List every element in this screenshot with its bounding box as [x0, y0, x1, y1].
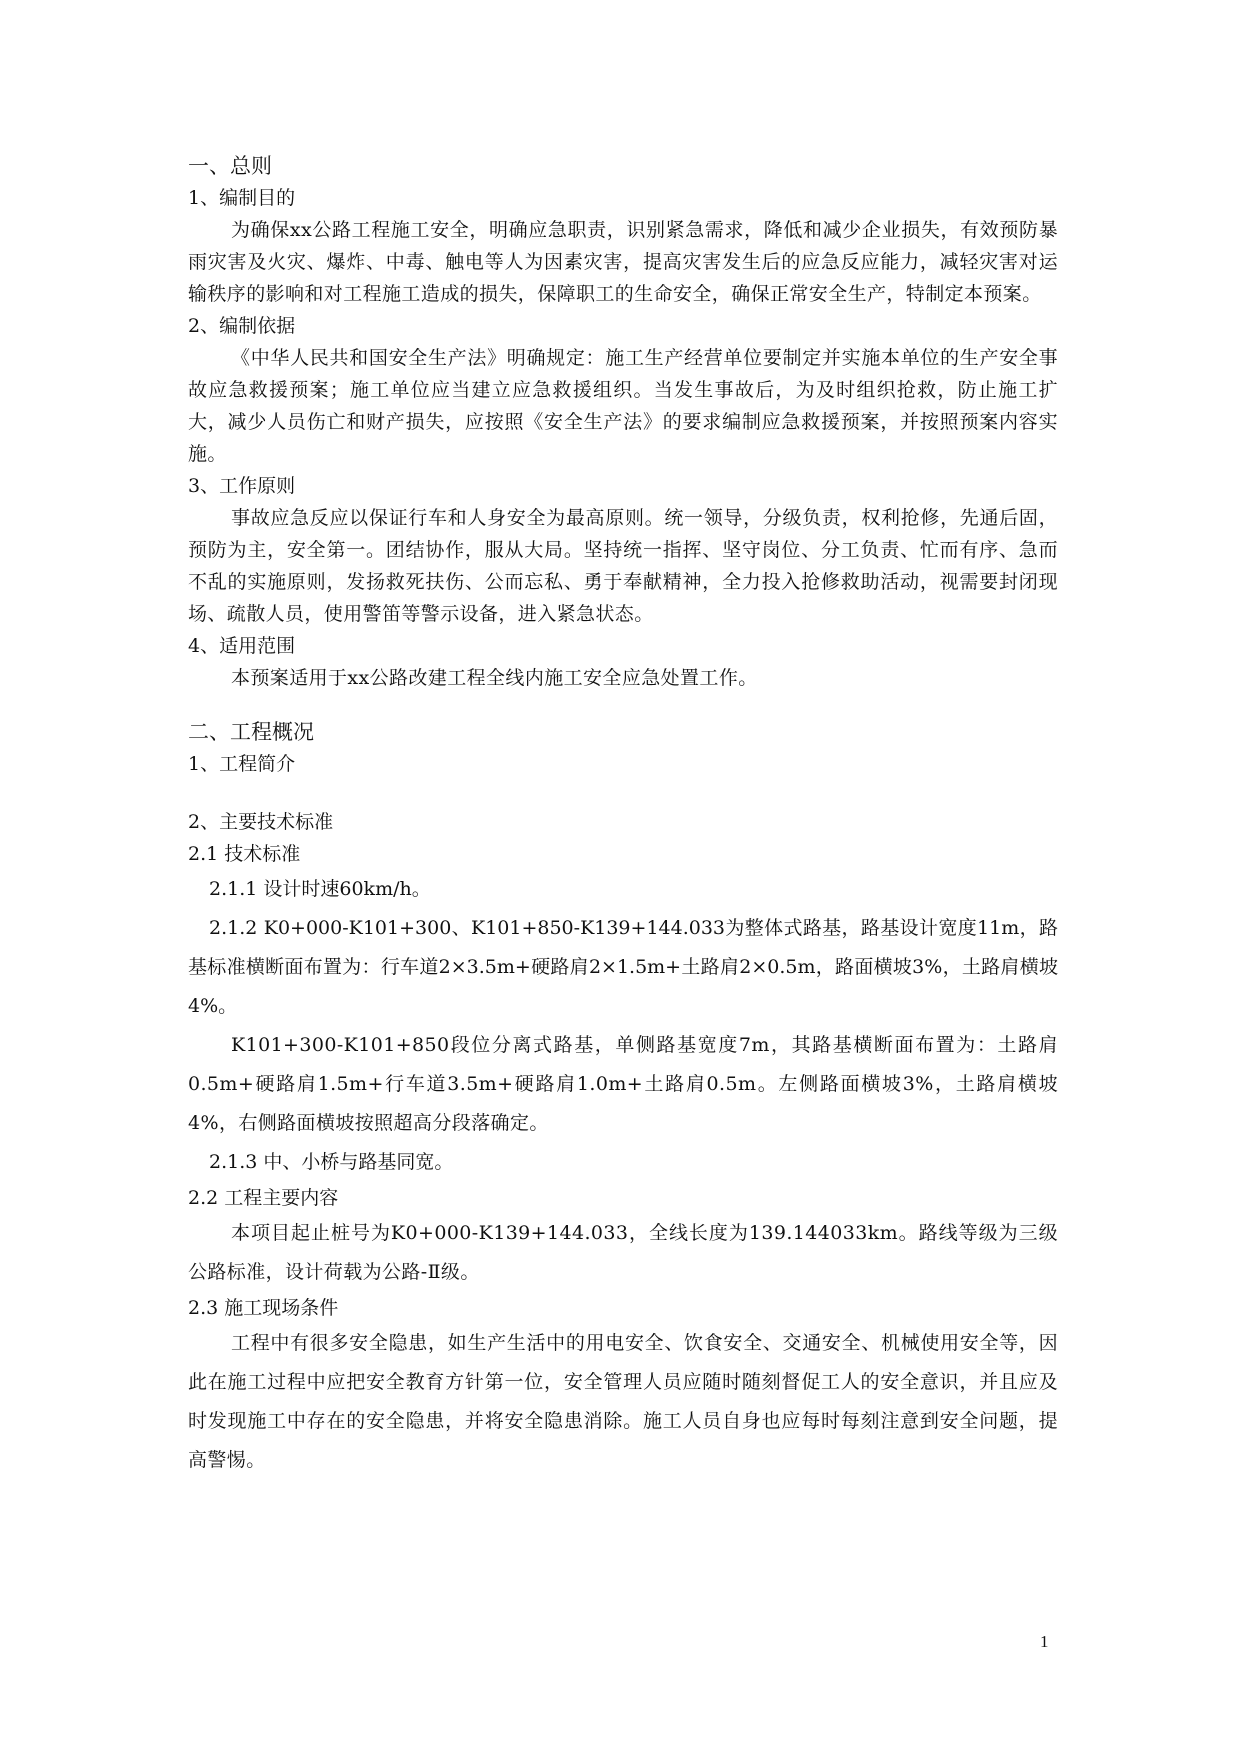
- section-title-overview: 二、工程概况: [188, 720, 314, 744]
- blank-line: [188, 780, 1058, 806]
- paragraph-scope: 本预案适用于xx公路改建工程全线内施工安全应急处置工作。: [231, 667, 758, 689]
- paragraph-basis: 《中华人民共和国安全生产法》明确规定：施工生产经营单位要制定并实施本单位的生产安全事故应急救援预案；施工单位应当建立应急救援组织。当发生事故后，为及时组织抢救，防止施工扩大，减少人员伤亡和财产损失，应按照《安全生产法》的要求编制应急救援预案，并按照预案内容实施。: [188, 347, 1058, 465]
- item-design-speed: 2.1.1 设计时速60km/h。: [209, 878, 431, 900]
- heading-introduction: 1、工程简介: [188, 753, 296, 775]
- paragraph-main-content: 本项目起止桩号为K0+000-K139+144.033，全线长度为139.144033km。路线等级为三级公路标准，设计荷载为公路-Ⅱ级。: [188, 1222, 1058, 1283]
- heading-principles: 3、工作原则: [188, 475, 296, 497]
- heading-site-conditions: 2.3 施工现场条件: [188, 1297, 339, 1319]
- heading-scope: 4、适用范围: [188, 635, 296, 657]
- section-title-general: 一、总则: [188, 154, 272, 178]
- heading-main-content: 2.2 工程主要内容: [188, 1187, 339, 1209]
- heading-technical-standards: 2.1 技术标准: [188, 843, 301, 865]
- item-bridges: 2.1.3 中、小桥与路基同宽。: [209, 1151, 454, 1173]
- paragraph-purpose: 为确保xx公路工程施工安全，明确应急职责，识别紧急需求，降低和减少企业损失，有效预防暴雨灾害及火灾、爆炸、中毒、触电等人为因素灾害，提高灾害发生后的应急反应能力，减轻灾害对运输秩序的影响和对工程施工造成的损失，保障职工的生命安全，确保正常安全生产，特制定本预案。: [188, 219, 1058, 305]
- page-number: 1: [1040, 1632, 1049, 1651]
- section-spacer: [188, 694, 1058, 716]
- heading-standards: 2、主要技术标准: [188, 811, 334, 833]
- heading-purpose: 1、编制目的: [188, 187, 296, 209]
- item-integral-subgrade: 2.1.2 K0+000-K101+300、K101+850-K139+144.033为整体式路基，路基设计宽度11m，路基标准横断面布置为：行车道2×3.5m+硬路肩2×1.5m+土路肩2×0.5m，路面横坡3%，土路肩横坡4%。: [188, 917, 1058, 1017]
- document-body: [188, 150, 1058, 1480]
- paragraph-separated-subgrade: K101+300-K101+850段位分离式路基，单侧路基宽度7m，其路基横断面布置为：土路肩0.5m+硬路肩1.5m+行车道3.5m+硬路肩1.0m+土路肩0.5m。左侧路面横坡3%，土路肩横坡4%，右侧路面横坡按照超高分段落确定。: [188, 1034, 1058, 1134]
- paragraph-principles: 事故应急反应以保证行车和人身安全为最高原则。统一领导，分级负责，权利抢修，先通后固，预防为主，安全第一。团结协作，服从大局。坚持统一指挥、坚守岗位、分工负责、忙而有序、急而不乱的实施原则，发扬救死扶伤、公而忘私、勇于奉献精神，全力投入抢修救助活动，视需要封闭现场、疏散人员，使用警笛等警示设备，进入紧急状态。: [188, 507, 1058, 625]
- heading-basis: 2、编制依据: [188, 315, 296, 337]
- paragraph-site-conditions: 工程中有很多安全隐患，如生产生活中的用电安全、饮食安全、交通安全、机械使用安全等，因此在施工过程中应把安全教育方针第一位，安全管理人员应随时随刻督促工人的安全意识，并且应及时发现施工中存在的安全隐患，并将安全隐患消除。施工人员自身也应每时每刻注意到安全问题，提高警惕。: [188, 1332, 1058, 1471]
